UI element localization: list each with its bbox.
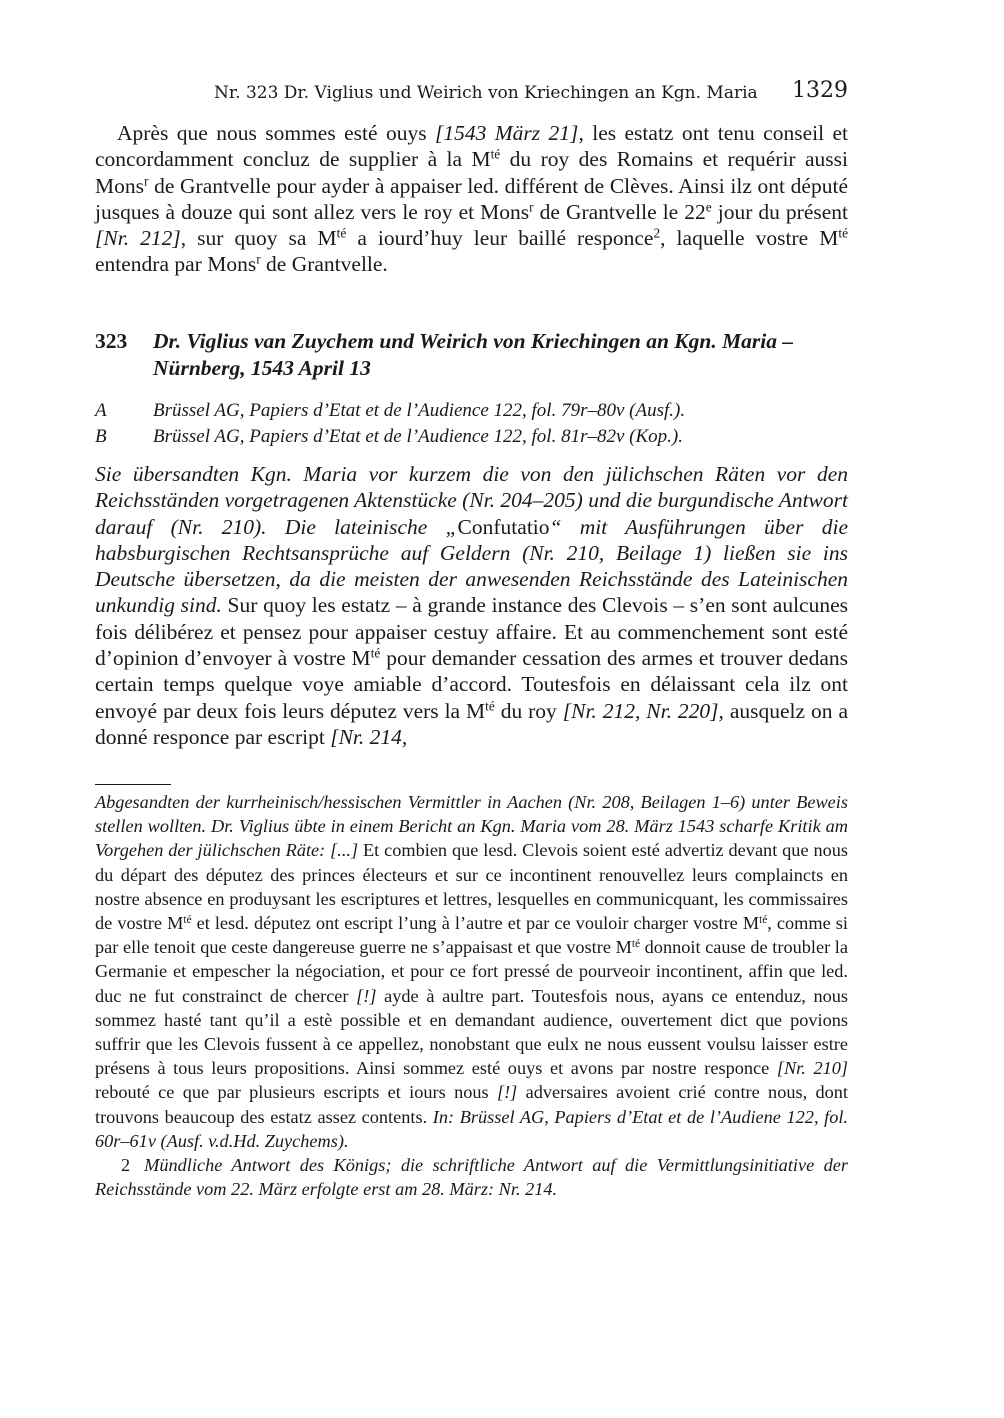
- text-run: jour du présent: [711, 199, 849, 224]
- source-text: Brüssel AG, Papiers d’Etat et de l’Audience 122, fol. 79r–80v (Ausf.).: [153, 400, 686, 421]
- document-number: 323: [95, 329, 128, 353]
- page-number: 1329: [792, 78, 848, 103]
- text-run: Confutatio: [457, 514, 550, 539]
- text-run: entendra par Mons: [95, 252, 257, 277]
- text-run: donnoit cause de troubler la Germanie et empescher la négociation, et pour ce fort pressé de pourveoir incontinent, affin que led. duc ne fut constrainct de chercer: [95, 937, 848, 1006]
- text-run: et lesd. députez ont escript l’ung à l’autre et par ce vouloir charger vostre M: [191, 913, 760, 934]
- text-run: a iourd’huy leur baillé responce: [346, 226, 654, 251]
- text-run: Sur quoy les estatz – à grande instance des Clevois – s’en sont aulcunes fois délibérez et pensez pour appaiser cestuy affaire. Et au commenchement sont esté d’opinion d’envoyer à vostre M: [95, 593, 848, 671]
- editor-insertion: [!]: [356, 985, 377, 1006]
- text-run: adversaires avoient crié contre nous, dont trouvons beaucoup des estatz assez contents.: [95, 1082, 848, 1127]
- text-run: rebouté ce que par plusieurs escripts et iours nous: [95, 1082, 497, 1103]
- superscript: té: [183, 913, 192, 926]
- text-run: ayde à aultre part. Toutesfois nous, ayans ce entenduz, nous sommez hasté tant qu’il a estè possible et en demandant audience, ouvertement dict que povions suffrir que les Clevois fussent à ce appellez, nonobstant que eulx ne nous eussent voulsu laisser estre présens à tous leurs propositions. Ainsi sommez esté ouys et avons par nostre responce: [95, 985, 848, 1079]
- superscript: té: [759, 913, 768, 926]
- text-run: pour demander cessation des armes et trouver dedans certain temps quelque voye amiable d’accord. Toutesfois en délaissant cela ilz ont envoyé par deux fois leurs députez vers la M: [95, 646, 849, 723]
- text-run: , sur quoy sa M: [180, 226, 337, 251]
- source-entry: [95, 424, 848, 450]
- superscript: r: [256, 252, 261, 268]
- footnote-italic: Abgesandten der kurrheinisch/hessischen Vermittler in Aachen (Nr. 208, Beilagen 1–6) unter Beweis stellen wollten. Dr. Viglius übte in einem Bericht an Kgn. Maria vom 28. März 1543 scharfe Kritik am Vorgehen der jülichschen Räte: [...]: [95, 792, 848, 861]
- footnote-2: [95, 1153, 848, 1201]
- source-text: Brüssel AG, Papiers d’Etat et de l’Audience 122, fol. 81r–82v (Kop.).: [153, 426, 683, 447]
- superscript: té: [336, 225, 347, 241]
- footnote-separator: [95, 784, 171, 785]
- top-paragraph: [95, 120, 848, 278]
- source-siglum: A: [95, 400, 107, 421]
- source-list: [95, 398, 848, 450]
- superscript: té: [370, 645, 381, 661]
- editor-insertion: [Nr. 214,: [330, 724, 408, 749]
- footnote-text: Mündliche Antwort des Königs; die schriftliche Antwort auf die Vermittlungsinitiative der Reichsstände vom 22. März erfolgte erst am 28. März: Nr. 214.: [95, 1155, 848, 1200]
- text-run: , laquelle vostre M: [660, 226, 839, 251]
- text-run: du roy: [494, 698, 563, 723]
- superscript: e: [705, 199, 712, 215]
- superscript: r: [143, 173, 149, 189]
- text-run: , les estatz ont tenu conseil et concordamment concluz de supplier à la M: [95, 121, 848, 172]
- footnote-mark: 2: [121, 1155, 131, 1176]
- source-siglum: B: [95, 426, 107, 447]
- text-run: , comme si par elle tenoit que ceste dangereuse guerre ne s’appaisast et que vostre M: [95, 913, 848, 958]
- editor-insertion: [Nr. 212]: [95, 226, 181, 251]
- superscript: té: [631, 937, 641, 950]
- footnote-italic: In: Brüssel AG, Papiers d’Etat et de l’Audiene 122, fol. 60r–61v (Ausf. v.d.Hd. Zuychems).: [95, 1106, 848, 1151]
- text-run: , ausquelz on a donné responce par escript: [95, 698, 848, 749]
- editor-insertion: [Nr. 210]: [776, 1058, 848, 1079]
- text-run: de Grantvelle.: [260, 252, 388, 277]
- editor-insertion: [!]: [496, 1082, 518, 1103]
- superscript: r: [529, 199, 534, 215]
- text-run: Et combien que lesd. Clevois soient esté advertiz devant que nous du départ des députez des princes électeurs et sur ce incontinent renouvellez leurs complaincts en nostre absence en produysant les escriptures et lettres, lesquelles en communicquant, les commissaires de vostre M: [95, 840, 848, 934]
- running-title: Nr. 323 Dr. Viglius und Weirich von Kriechingen an Kgn. Maria: [214, 83, 758, 103]
- document-title: Dr. Viglius van Zuychem und Weirich von Kriechingen an Kgn. Maria – Nürnberg, 1543 April 13: [153, 329, 794, 380]
- superscript: té: [490, 146, 501, 162]
- text-run: de Grantvelle le 22: [533, 199, 706, 224]
- text-run: du roy des Romains et requérir aussi Mons: [95, 147, 848, 198]
- text-run: Après que nous sommes esté ouys: [117, 121, 435, 145]
- footnote-reference: 2: [653, 225, 661, 241]
- superscript: té: [838, 225, 848, 241]
- footnote-1-continued: [95, 790, 848, 1153]
- summary-text: “ mit Ausführungen über die habsburgischen Rechtsansprüche auf Geldern (Nr. 210, Beilage 1) ließen sie ins Deutsche übersetzen, da die meisten der anwesenden Reichsstände des Lateinischen unkundig sind.: [95, 514, 848, 618]
- summary-text: Sie übersandten Kgn. Maria vor kurzem die von den jülichschen Räten vor den Reichsständen vorgetragenen Aktenstücke (Nr. 204–205) und die burgundische Antwort darauf (Nr. 210). Die lateinische „: [95, 462, 848, 539]
- editor-insertion: [1543 März 21]: [434, 121, 579, 145]
- text-run: de Grantvelle pour ayder à appaiser led. différent de Clèves. Ainsi ilz ont député jusques à douze qui sont allez vers le roy et Mons: [95, 173, 848, 224]
- footnotes: [95, 790, 848, 1201]
- source-entry: [95, 398, 848, 424]
- superscript: té: [485, 698, 495, 714]
- editor-insertion: [Nr. 212, Nr. 220]: [562, 698, 719, 723]
- main-paragraph: [95, 461, 848, 750]
